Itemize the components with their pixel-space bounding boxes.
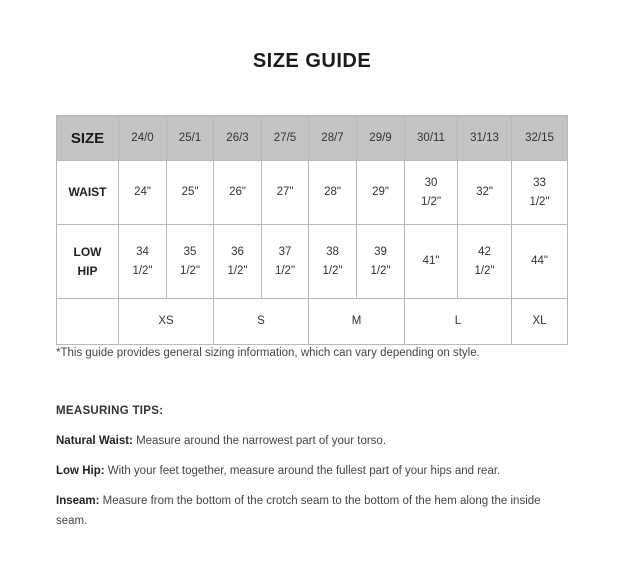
size-header-cell: 25/1	[167, 116, 214, 161]
waist-cell: 24"	[119, 161, 167, 225]
size-chart-table	[56, 115, 568, 345]
low-hip-row	[57, 225, 568, 299]
size-header-cell: 27/5	[262, 116, 309, 161]
low-hip-cell: 35 1/2"	[167, 225, 214, 299]
letter-size-cell: S	[214, 299, 309, 345]
tip-label: Low Hip:	[56, 465, 105, 477]
measuring-tips-heading: MEASURING TIPS:	[56, 405, 164, 417]
waist-cell: 33 1/2"	[512, 161, 568, 225]
waist-row	[57, 161, 568, 225]
waist-cell: 32"	[458, 161, 512, 225]
low-hip-cell: 42 1/2"	[458, 225, 512, 299]
waist-cell: 27"	[262, 161, 309, 225]
tip-label: Natural Waist:	[56, 435, 133, 447]
low-hip-cell: 44"	[512, 225, 568, 299]
low-hip-cell: 34 1/2"	[119, 225, 167, 299]
size-header-cell: 29/9	[357, 116, 405, 161]
waist-cell: 26"	[214, 161, 262, 225]
size-header-cell: 31/13	[458, 116, 512, 161]
waist-cell: 29"	[357, 161, 405, 225]
tip-text: Measure from the bottom of the crotch seam to the bottom of the hem along the inside seam.	[56, 495, 541, 527]
waist-row-label: WAIST	[57, 161, 119, 225]
page-title: SIZE GUIDE	[252, 50, 372, 72]
waist-cell: 28"	[309, 161, 357, 225]
size-header-cell: 26/3	[214, 116, 262, 161]
size-header-row	[57, 116, 568, 161]
waist-cell: 30 1/2"	[405, 161, 458, 225]
tip-text: Measure around the narrowest part of your torso.	[132, 435, 387, 447]
tip-natural-waist	[56, 431, 566, 451]
size-header-cell: 32/15	[512, 116, 568, 161]
size-header-cell: 24/0	[119, 116, 167, 161]
low-hip-cell: 37 1/2"	[262, 225, 309, 299]
low-hip-cell: 38 1/2"	[309, 225, 357, 299]
tip-text: With your feet together, measure around the fullest part of your hips and rear.	[104, 465, 501, 477]
sizing-disclaimer: *This guide provides general sizing information, which can vary depending on style.	[56, 347, 480, 359]
letter-size-blank-cell	[57, 299, 119, 345]
size-header-cell: 28/7	[309, 116, 357, 161]
letter-size-cell: XL	[512, 299, 568, 345]
low-hip-cell: 41"	[405, 225, 458, 299]
tip-low-hip	[56, 461, 566, 481]
size-corner-label: SIZE	[57, 116, 119, 161]
size-header-cell: 30/11	[405, 116, 458, 161]
tip-inseam	[56, 491, 566, 531]
letter-size-cell: L	[405, 299, 512, 345]
waist-cell: 25"	[167, 161, 214, 225]
letter-size-row	[57, 299, 568, 345]
low-hip-cell: 36 1/2"	[214, 225, 262, 299]
low-hip-cell: 39 1/2"	[357, 225, 405, 299]
letter-size-cell: M	[309, 299, 405, 345]
low-hip-row-label: LOW HIP	[57, 225, 119, 299]
tip-label: Inseam:	[56, 495, 100, 507]
letter-size-cell: XS	[119, 299, 214, 345]
